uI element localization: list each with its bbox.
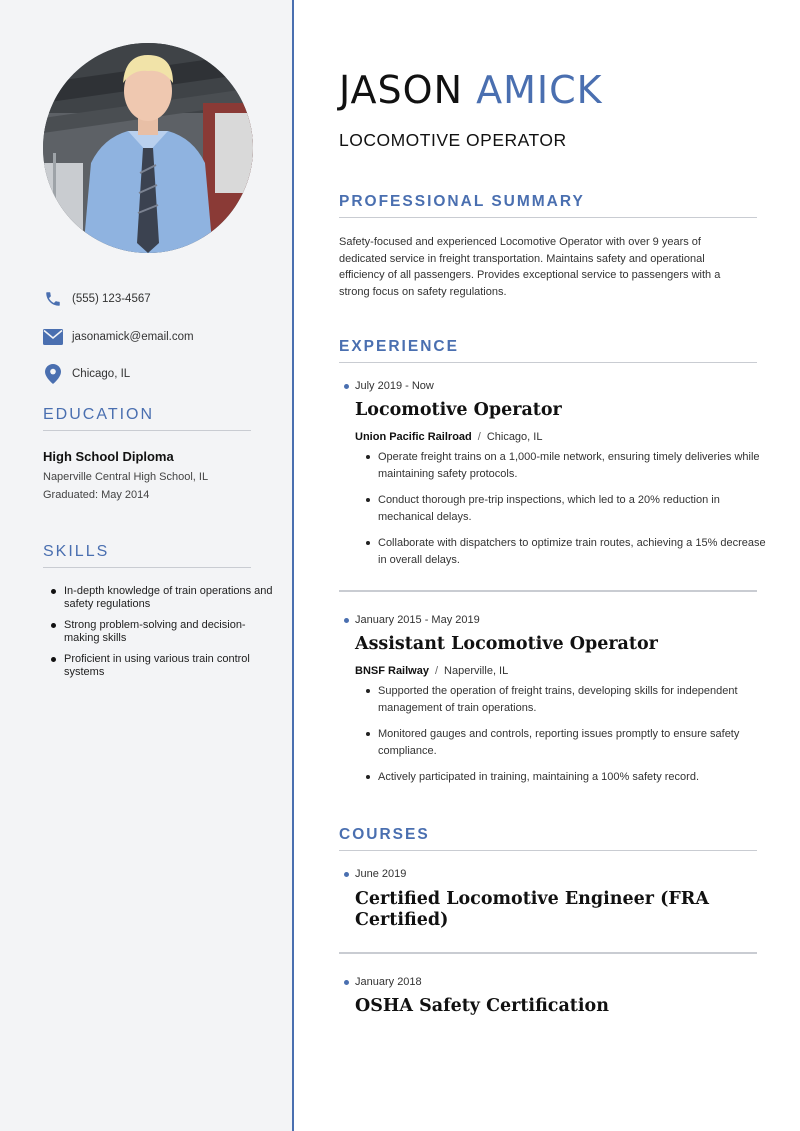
candidate-name: [339, 68, 603, 112]
sidebar: [0, 0, 294, 1131]
email-address: jasonamick@email.com: [72, 331, 194, 343]
first-name: JASON: [339, 68, 463, 112]
job-bullet: Conduct thorough pre-trip inspections, which led to a 20% reduction in mechanical delays.: [364, 492, 774, 525]
skills-list: [50, 585, 275, 687]
job-bullets: [364, 449, 774, 578]
education-heading: EDUCATION: [43, 406, 251, 431]
contact-location: [43, 364, 130, 384]
phone-icon: [43, 289, 63, 309]
contact-email[interactable]: [43, 327, 194, 347]
courses-heading: COURSES: [339, 826, 757, 851]
last-name: AMICK: [476, 68, 603, 112]
job-title-entry: Assistant Locomotive Operator: [355, 634, 658, 654]
skill-item: Proficient in using various train control systems: [50, 653, 275, 679]
experience-heading: EXPERIENCE: [339, 338, 757, 363]
education-degree: High School Diploma: [43, 449, 174, 464]
job-bullet: Collaborate with dispatchers to optimize train routes, achieving a 15% decrease in overall delays.: [364, 535, 774, 568]
job-dates: July 2019 - Now: [344, 380, 434, 392]
skill-item: In-depth knowledge of train operations and safety regulations: [50, 585, 275, 611]
separator: /: [477, 431, 481, 443]
course-date: January 2018: [344, 976, 422, 988]
profile-photo: [43, 43, 253, 253]
job-employer: [355, 431, 542, 443]
company-name: BNSF Railway: [355, 665, 429, 677]
job-dates: January 2015 - May 2019: [344, 614, 480, 626]
education-graduated: Graduated: May 2014: [43, 489, 150, 501]
job-title-entry: Locomotive Operator: [355, 400, 562, 420]
job-title: LOCOMOTIVE OPERATOR: [339, 130, 567, 150]
summary-text: Safety-focused and experienced Locomotive Operator with over 9 years of dedicated service in freight transportation. Maintains safety and operational efficiency of all passengers. Provides exceptional service to passengers with a strong focus on safety regulations.: [339, 236, 721, 298]
skill-item: Strong problem-solving and decision-making skills: [50, 619, 275, 645]
company-name: Union Pacific Railroad: [355, 431, 472, 443]
job-bullet: Actively participated in training, maintaining a 100% safety record.: [364, 769, 774, 786]
entry-divider: [339, 952, 757, 954]
education-school: Naperville Central High School, IL: [43, 471, 209, 483]
email-icon: [43, 327, 63, 347]
phone-number: (555) 123-4567: [72, 293, 151, 305]
course-date: June 2019: [344, 868, 406, 880]
job-bullets: [364, 683, 774, 796]
location-pin-icon: [43, 364, 63, 384]
job-employer: [355, 665, 508, 677]
location-text: Chicago, IL: [72, 368, 131, 380]
skills-heading: SKILLS: [43, 543, 251, 568]
job-bullet: Operate freight trains on a 1,000-mile network, ensuring timely deliveries while maintaining safety protocols.: [364, 449, 774, 482]
job-bullet: Monitored gauges and controls, reporting issues promptly to ensure safety compliance.: [364, 726, 774, 759]
course-title: Certified Locomotive Engineer (FRA Certified): [355, 889, 709, 930]
contact-phone[interactable]: [43, 289, 151, 309]
job-location: Naperville, IL: [444, 665, 509, 677]
separator: /: [434, 665, 439, 677]
course-title: OSHA Safety Certification: [355, 996, 609, 1016]
entry-divider: [339, 590, 757, 592]
job-location: Chicago, IL: [486, 431, 543, 443]
profile-photo-image: [43, 43, 253, 253]
job-bullet: Supported the operation of freight trains, developing skills for independent management of train operations.: [364, 683, 774, 716]
summary-heading: PROFESSIONAL SUMMARY: [339, 193, 757, 218]
